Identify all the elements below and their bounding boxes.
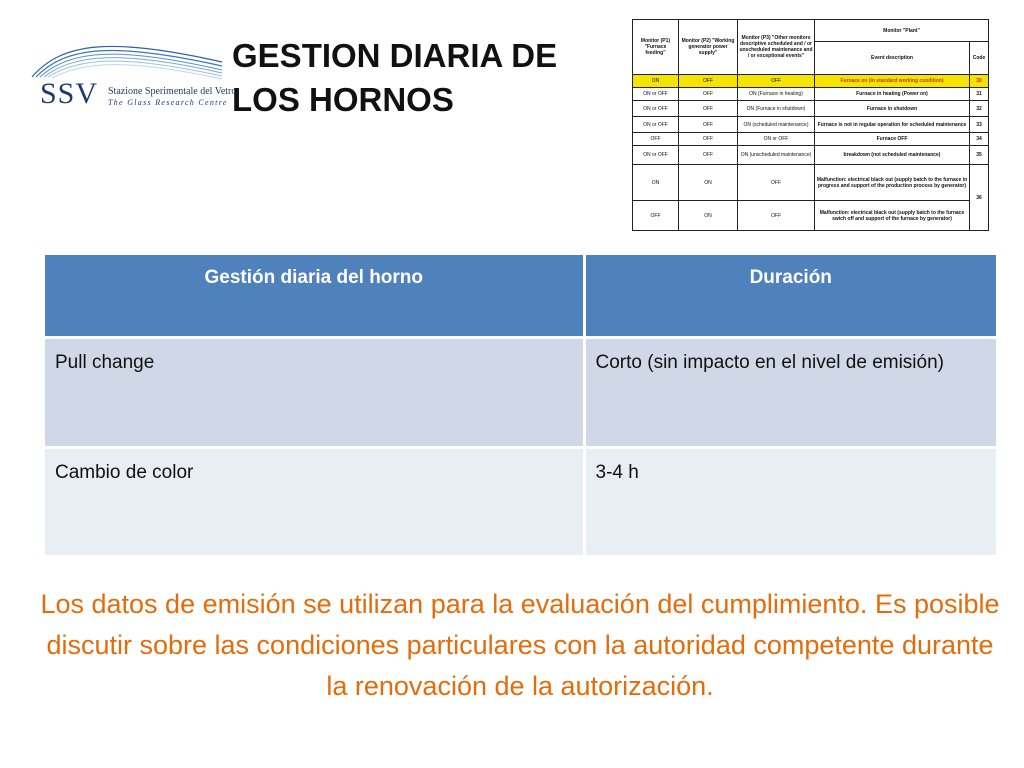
p1-cell: ON or OFF xyxy=(633,146,679,165)
page-title: GESTION DIARIA DE LOS HORNOS xyxy=(232,37,558,118)
ssv-logo xyxy=(22,32,237,112)
event-cell: Malfunction: electrical black out (supply batch to the furnace in progress and support of the production process by generator) xyxy=(815,165,970,201)
p3-cell: ON (Furnace in heating) xyxy=(738,88,815,101)
monitor-plant-header: Monitor "Plant" xyxy=(815,20,989,42)
code-header: Code xyxy=(970,42,989,75)
table-row xyxy=(45,447,996,555)
p2-cell: OFF xyxy=(679,75,738,88)
event-cell: breakdown (not scheduled maintenance) xyxy=(815,146,970,165)
code-cell: 36 xyxy=(970,165,989,231)
emission-note: Los datos de emisión se utilizan para la evaluación del cumplimiento. Es posible discutir sobre las condiciones particulares con la autoridad competente durante la renovación de la autorización. xyxy=(40,589,1000,701)
event-cell: Furnace on (in standard working condition) xyxy=(815,75,970,88)
management-cell: Cambio de color xyxy=(45,447,584,555)
p1-cell: ON or OFF xyxy=(633,117,679,133)
p3-cell: ON or OFF xyxy=(738,133,815,146)
p3-cell: ON (Furnace in shutdown) xyxy=(738,101,815,117)
p3-cell: OFF xyxy=(738,201,815,231)
monitor-p2-header: Monitor (P2) "Working generator power supply" xyxy=(679,20,738,75)
p1-cell: ON or OFF xyxy=(633,88,679,101)
furnace-management-table xyxy=(45,255,996,555)
p2-cell: OFF xyxy=(679,88,738,101)
code-cell: 34 xyxy=(970,133,989,146)
table-row xyxy=(633,88,989,101)
event-cell: Furnace is not in regular operation for scheduled maintenance xyxy=(815,117,970,133)
event-cell: Furnace in heating (Power on) xyxy=(815,88,970,101)
p2-cell: OFF xyxy=(679,101,738,117)
event-cell: Furnace OFF xyxy=(815,133,970,146)
p3-cell: OFF xyxy=(738,75,815,88)
p2-cell: ON xyxy=(679,201,738,231)
code-cell: 30 xyxy=(970,75,989,88)
wave-logo-icon xyxy=(22,32,232,82)
p3-cell: ON (scheduled maintenance) xyxy=(738,117,815,133)
management-column-header: Gestión diaria del horno xyxy=(45,255,584,337)
event-cell: Furnace in shutdown xyxy=(815,101,970,117)
table-row xyxy=(633,201,989,231)
p2-cell: ON xyxy=(679,165,738,201)
code-cell: 33 xyxy=(970,117,989,133)
table-row xyxy=(633,133,989,146)
table-row xyxy=(633,75,989,88)
monitor-table xyxy=(632,19,989,231)
p1-cell: ON xyxy=(633,165,679,201)
p2-cell: OFF xyxy=(679,146,738,165)
p2-cell: OFF xyxy=(679,133,738,146)
event-description-header: Event description xyxy=(815,42,970,75)
table-row xyxy=(633,146,989,165)
table-row xyxy=(633,165,989,201)
management-cell: Pull change xyxy=(45,337,584,447)
monitor-p3-header: Monitor (P3) "Other monitors descriptive scheduled and / or unscheduled maintenance and / or exceptional events" xyxy=(738,20,815,75)
logo-abbr: SSV xyxy=(40,77,99,110)
p2-cell: OFF xyxy=(679,117,738,133)
logo-name: Stazione Sperimentale del Vetro xyxy=(108,86,237,97)
event-cell: Malfunction: electrical black out (supply batch to the furnace swich off and support of the furnace by generator) xyxy=(815,201,970,231)
code-cell: 32 xyxy=(970,101,989,117)
p1-cell: OFF xyxy=(633,201,679,231)
table-row xyxy=(633,101,989,117)
p1-cell: ON or OFF xyxy=(633,101,679,117)
table-row xyxy=(45,337,996,447)
p1-cell: OFF xyxy=(633,133,679,146)
monitor-p1-header: Monitor (P1) "Furnace feeding" xyxy=(633,20,679,75)
duration-cell: Corto (sin impacto en el nivel de emisión) xyxy=(584,337,996,447)
p3-cell: OFF xyxy=(738,165,815,201)
p3-cell: ON (unscheduled maintenance) xyxy=(738,146,815,165)
p1-cell: ON xyxy=(633,75,679,88)
duration-column-header: Duración xyxy=(584,255,996,337)
code-cell: 35 xyxy=(970,146,989,165)
code-cell: 31 xyxy=(970,88,989,101)
table-row xyxy=(633,117,989,133)
duration-cell: 3-4 h xyxy=(584,447,996,555)
logo-tagline: The Glass Research Centre xyxy=(108,98,228,107)
